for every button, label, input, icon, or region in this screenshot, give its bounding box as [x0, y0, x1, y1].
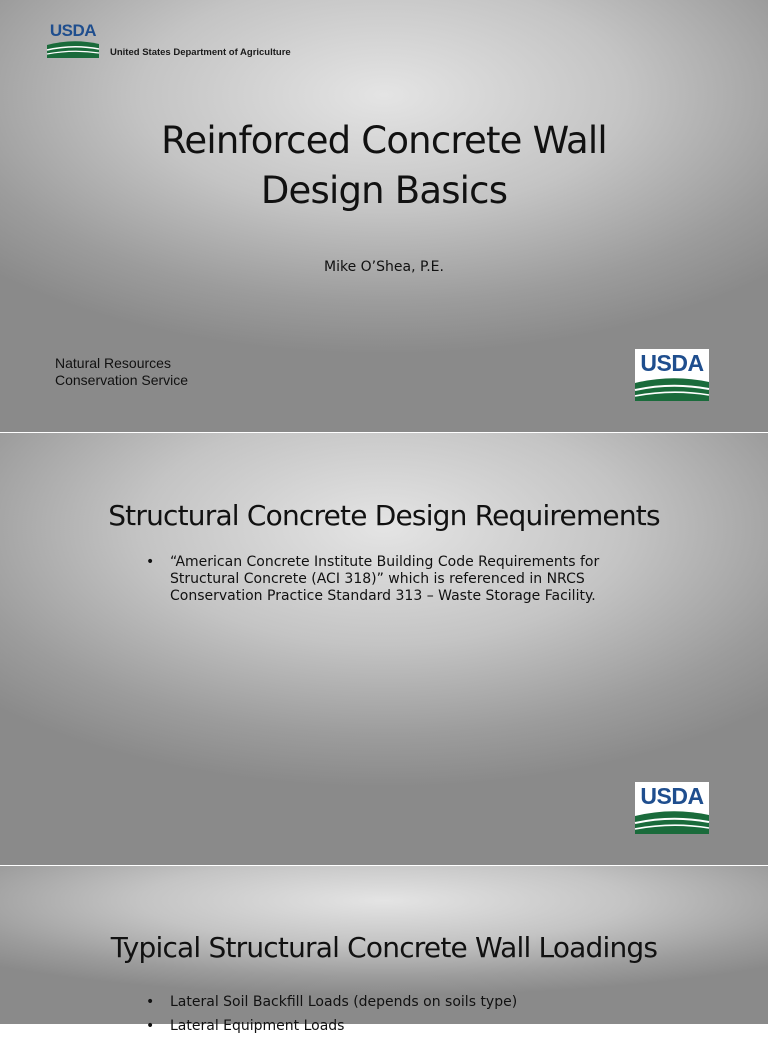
usda-logo-text: USDA [640, 350, 704, 376]
usda-logo-text: USDA [49, 21, 97, 40]
agency-line-1: Natural Resources [55, 355, 171, 371]
slide-wall-loadings [0, 866, 768, 1034]
slide-design-requirements [0, 433, 768, 865]
usda-logo-hills-icon [635, 810, 709, 834]
slide-heading: Structural Concrete Design Requirements [108, 499, 660, 532]
agency-name [55, 355, 188, 389]
agency-line-2: Conservation Service [55, 372, 189, 388]
presentation-title [40, 116, 728, 216]
title-line-2: Design Basics [260, 169, 508, 212]
slide-heading: Typical Structural Concrete Wall Loadings [110, 931, 658, 964]
bullet-item: • Lateral Equipment Loads [146, 1014, 706, 1038]
usda-logo [635, 782, 709, 834]
author-name: Mike O’Shea, P.E. [324, 259, 444, 275]
bullet-list [146, 554, 626, 605]
usda-logo-hills-icon [635, 377, 709, 401]
usda-logo [635, 349, 709, 401]
slide-title-page [0, 0, 768, 432]
bullet-list [146, 990, 706, 1038]
usda-logo-text: USDA [640, 783, 704, 809]
usda-logo [47, 22, 99, 58]
department-name: United States Department of Agriculture [110, 47, 291, 58]
bullet-item: • Lateral Soil Backfill Loads (depends on soils type) [146, 990, 706, 1014]
title-line-1: Reinforced Concrete Wall [161, 119, 607, 162]
usda-logo-hills-icon [47, 40, 99, 58]
bullet-item: • “American Concrete Institute Building Code Requirements for Structural Concrete (ACI 318)” which is referenced in NRCS Conservation Practice Standard 313 – Waste Storage Facility. [146, 554, 626, 605]
